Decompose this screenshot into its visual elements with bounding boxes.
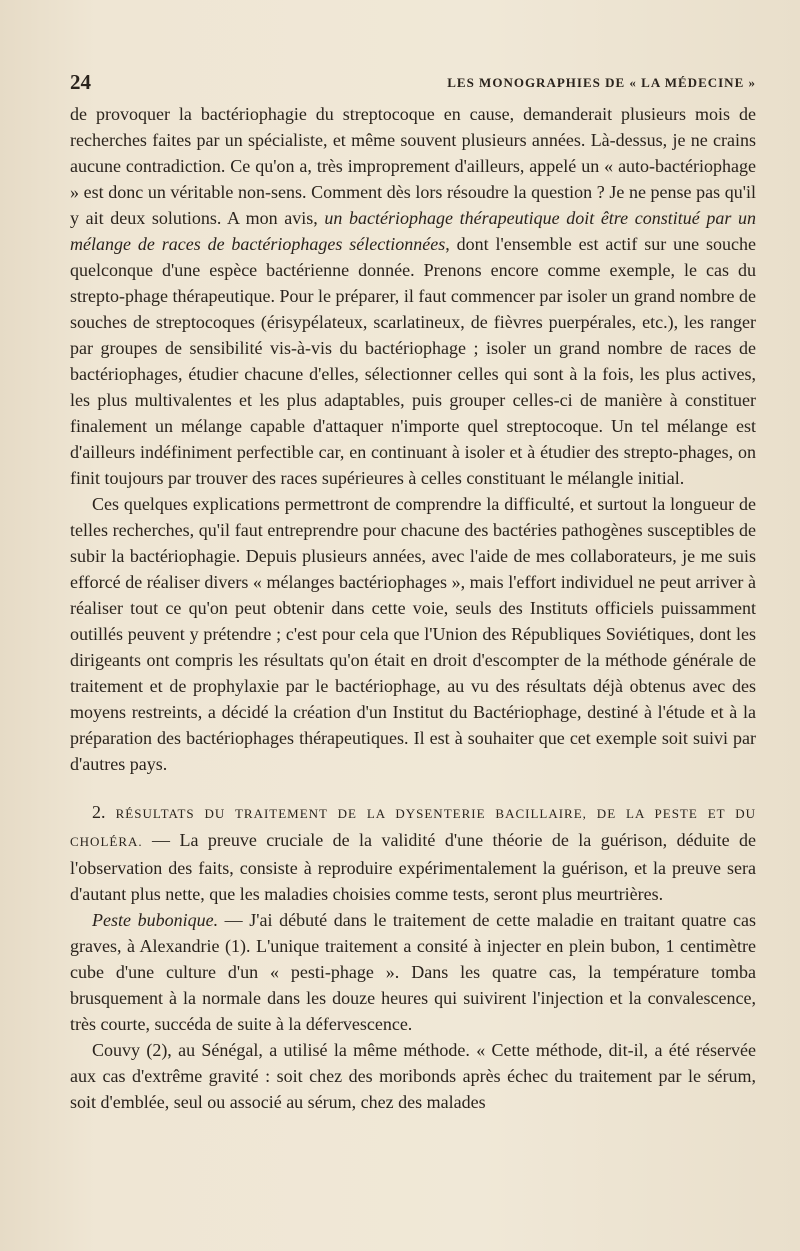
- page-number: 24: [70, 70, 91, 94]
- page-header: [70, 70, 756, 94]
- section-heading: RÉSULTATS DU TRAITEMENT DE LA DYSENTERIE BACILLAIRE, DE LA PESTE ET DU CHOLÉRA.: [70, 806, 757, 849]
- emphasized-text: un bactériophage thérapeutique doit être constitué par un mélange de races de bactériophages sélectionnées: [70, 208, 756, 254]
- paragraph-text: Ces quelques explications permettront de comprendre la difficulté, et surtout la longueur de telles recherches, qu'il faut entreprendre pour chacune des bactéries pathogènes susceptibles de subir la bactériophagie. Depuis plusieurs années, avec l'aide de mes collaborateurs, je me suis efforcé de réaliser divers « mélanges bactériophages », mais l'effort individuel ne peut arriver à réaliser tout ce qu'on peut obtenir dans cette voie, seuls des Instituts officiels puissamment outillés peuvent y prétendre ; c'est pour cela que l'Union des Républiques Soviétiques, dont les dirigeants ont compris les résultats qu'on était en droit d'escompter de la méthode générale de traitement et de prophylaxie par le bactériophage, au vu des résultats déjà obtenus avec des moyens restreints, a décidé la création d'un Institut du Bactériophage, destiné à l'étude et à la préparation des bactériophages thérapeutiques. Il est à souhaiter que cet exemple soit suivi par d'autres pays.: [70, 494, 756, 774]
- paragraph-text: , dont l'ensemble est actif sur une souche quelconque d'une espèce bactérienne donnée. Prenons encore comme exemple, le cas du strepto-phage thérapeutique. Pour le préparer, il faut commencer par isoler un grand nombre de souches de streptocoques (érisypélateux, scarlatineux, de fièvres puerpérales, etc.), les ranger par groupes de sensibilité vis-à-vis du bactériophage ; isoler un grand nombre de races de bactériophages, étudier chacune d'elles, sélectionner celles qui sont à la fois, les plus actives, les plus multivalentes et les plus adaptables, puis grouper celles-ci de manière à constituer finalement un mélange capable d'attaquer n'importe quel streptocoque. Un tel mélange est d'ailleurs indéfiniment perfectible car, en continuant à isoler et à étudier des strepto-phages, on finit toujours par trouver des races supérieures à celles constituant le mélangle initial.: [70, 234, 756, 488]
- paragraph-text: Couvy (2), au Sénégal, a utilisé la même méthode. « Cette méthode, dit-il, a été réservée aux cas d'extrême gravité : soit chez des moribonds après échec du traitement par le sérum, soit d'emblée, seul ou associé au sérum, chez des malades: [70, 1040, 756, 1112]
- section-2-paragraph: [70, 799, 756, 907]
- paragraph-1: [70, 101, 756, 491]
- paragraph-text: — J'ai débuté dans le traitement de cette maladie en traitant quatre cas graves, à Alexandrie (1). L'unique traitement a consité à injecter en plein bubon, 1 centimètre cube d'une culture d'un « pesti-phage ». Dans les quatre cas, la température tomba brusquement à la normale dans les douze heures qui suivirent l'injection et la convalescence, très courte, succéda de suite à la défervescence.: [70, 910, 756, 1034]
- section-number: 2.: [92, 802, 106, 822]
- running-title: LES MONOGRAPHIES DE « LA MÉDECINE »: [447, 75, 756, 90]
- paragraph-2: [70, 491, 756, 777]
- body-text: [70, 101, 756, 1115]
- subsection-title: Peste bubonique.: [92, 910, 219, 930]
- paragraph-peste: [70, 907, 756, 1037]
- paragraph-text: de provoquer la bactériophagie du streptocoque en cause, demanderait plusieurs mois de recherches faites par un spécialiste, et même souvent plusieurs années. Là-dessus, je ne crains aucune contradiction. Ce qu'on a, très improprement d'ailleurs, appelé un « auto-bactériophage » est donc un véritable non-sens. Comment dès lors résoudre la question ? Je ne pense pas qu'il y ait deux solutions. A mon avis,: [70, 104, 756, 228]
- paragraph-couvy: [70, 1037, 756, 1115]
- paragraph-text: — La preuve cruciale de la validité d'une théorie de la guérison, déduite de l'observation des faits, consiste à reproduire expérimentalement la guérison, et la preuve sera d'autant plus nette, que les maladies choisies comme tests, seront plus meurtrières.: [70, 830, 756, 904]
